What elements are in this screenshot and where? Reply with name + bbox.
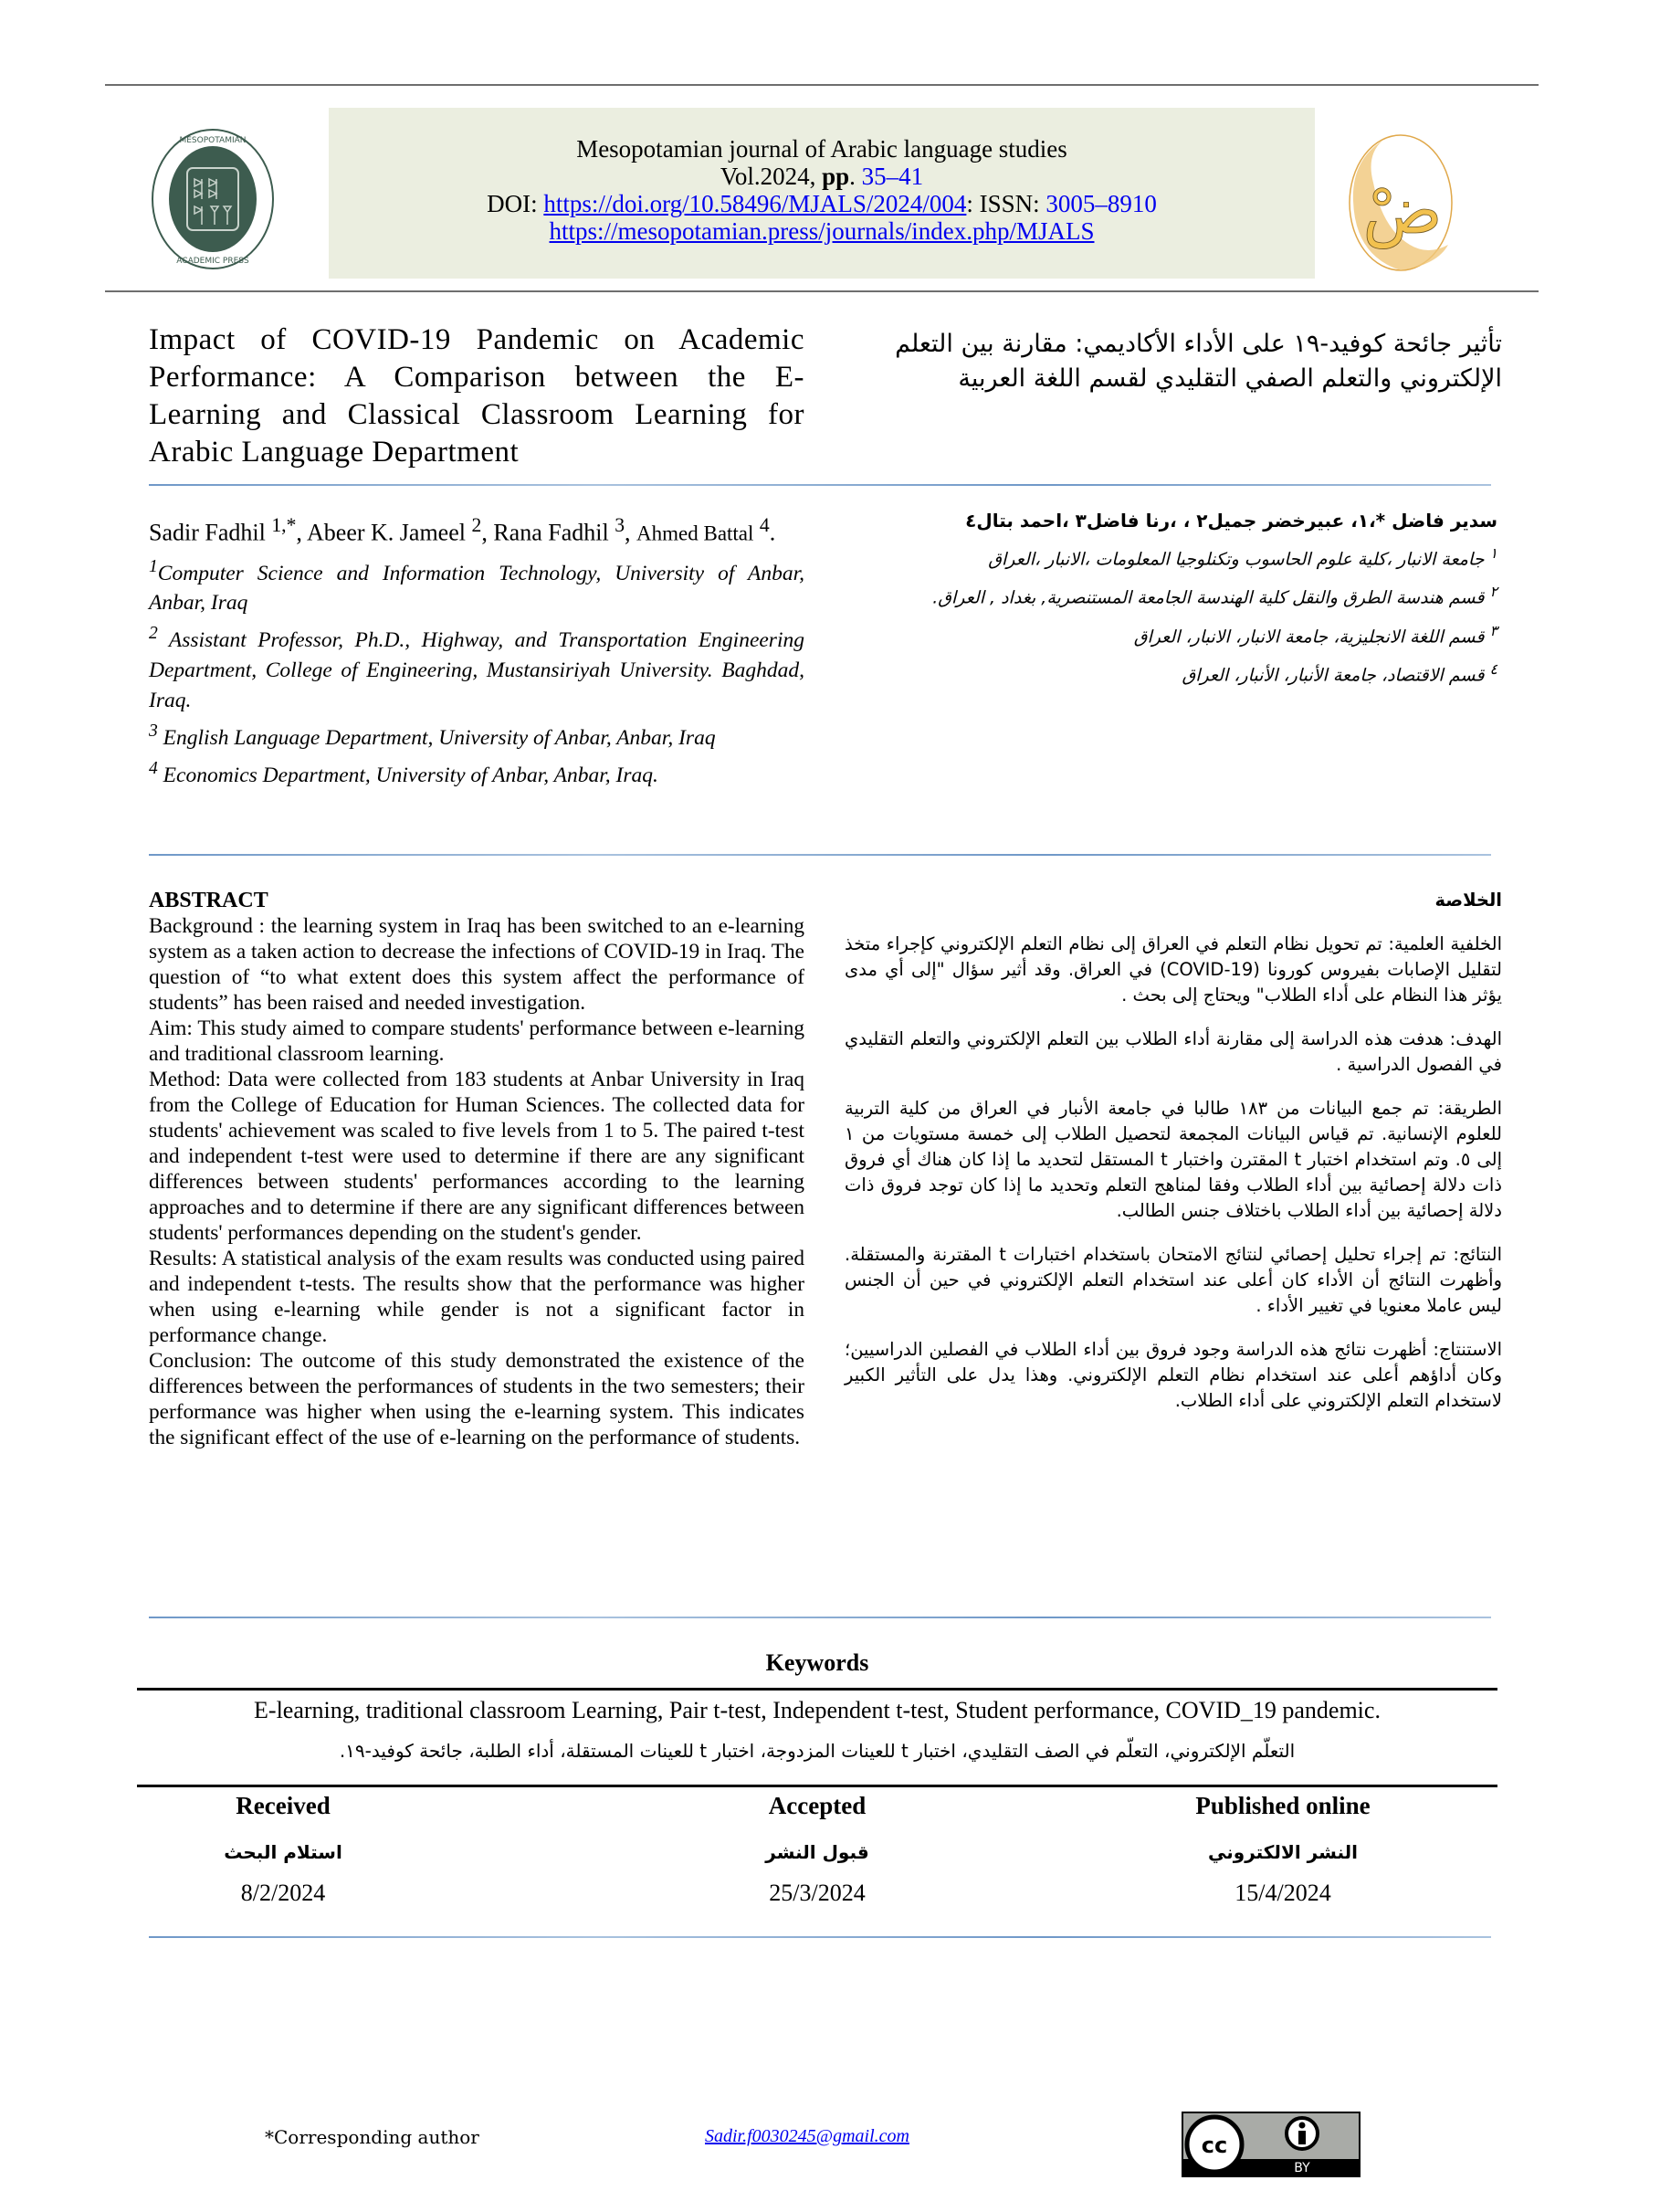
doi-line [329, 190, 1315, 217]
journal-name: Mesopotamian journal of Arabic language studies [576, 135, 1067, 163]
abstract-heading-arabic: الخلاصة [1434, 890, 1502, 911]
affiliation: $^4$ Economics Department, University of Anbar, Anbar, Iraq. [149, 759, 658, 787]
abstract-paragraph: Aim: This study aimed to compare students' performance between e-learning and traditional classroom learning. [149, 1016, 804, 1066]
issn-label: : ISSN: [966, 190, 1046, 217]
author-name: Sadir Fadhil [149, 519, 266, 546]
paper-title-arabic: تأثير جائحة كوفيد-١٩ على الأداء الأكاديمي: مقارنة بين التعلم الإلكتروني والتعلم الصفي التقليدي لقسم اللغة العربية [895, 330, 1502, 393]
affiliation-arabic: $^٤$ قسم الاقتصاد، جامعة الأنبار، الأنبار، العراق [1182, 659, 1497, 686]
keywords-arabic: التعلّم الإلكتروني، التعلّم في الصف التقليدي، اختبار t للعينات المزدوجة، اختبار t للعينات المستقلة، أداء الطلبة، جائحة كوفيد-١٩. [339, 1740, 1296, 1762]
logo-bottom-text: ACADEMIC PRESS [176, 257, 249, 266]
volume-prefix: Vol.2024, [720, 163, 823, 190]
date-accepted: Accepted قبول النشر 25/3/2024 [765, 1792, 869, 1906]
journal-url-link[interactable]: https://mesopotamian.press/journals/index.php/MJALS [549, 217, 1095, 245]
authors-arabic [840, 504, 1497, 691]
author-name: Ahmed Battal [636, 521, 754, 545]
authors-divider [149, 854, 1491, 856]
affiliation: $^2$ Assistant Professor, Ph.D., Highway, and Transportation Engineering Department, College of Engineering, Mustansiriyah University. Baghdad, Iraq. [149, 624, 804, 713]
keywords-heading: Keywords [765, 1649, 869, 1676]
corresponding-author-label: *Corresponding author [265, 2126, 479, 2148]
abstract-paragraph: Background : the learning system in Iraq has been switched to an e-learning system as a taken action to decrease the infections of COVID-19 in Iraq. The question of “to what extent does this system affect the performance of students” has been raised and needed investigation. [149, 914, 804, 1015]
affiliation: $^3$ English Language Department, University of Anbar, Anbar, Iraq [149, 722, 716, 751]
abstract-paragraph: Conclusion: The outcome of this study demonstrated the existence of the differences between the performances of students in the two semesters; their performance was higher when using the e-learning system. This indicates the significant effect of the use of e-learning on the performance of students. [149, 1349, 804, 1449]
author-names: Sadir Fadhil $^{1,*}$, Abeer K. Jameel $^2$, Rana Fadhil $^3$, Ahmed Battal $^4$. [149, 514, 776, 546]
abstract-paragraph-arabic: الاستنتاج: أظهرت نتائج هذه الدراسة وجود فروق بين أداء الطلاب في الفصلين الدراسيين؛ وكان أداؤهم أعلى عند استخدام نظام التعلم الإلكتروني. وهذا يدل على التأثير الكبير لاستخدام التعلم الإلكتروني على أداء الطلاب. [845, 1339, 1502, 1411]
journal-header-box [329, 108, 1315, 279]
date-received: Received استلام البحث 8/2/2024 [224, 1792, 342, 1906]
issn-value: 3005–8910 [1045, 190, 1157, 217]
abstract-divider [149, 1617, 1491, 1618]
paper-title-english: Impact of COVID-19 Pandemic on Academic Performance: A Comparison between the E-Learning and Classical Classroom Learning for Arabic Language Department [149, 323, 804, 469]
dates-divider [149, 1936, 1491, 1938]
journal-volume: Vol.2024, pp. 35–41 [720, 163, 924, 190]
keywords-english: E-learning, traditional classroom Learning, Pair t-test, Independent t-test, Student performance, COVID_19 pandemic. [254, 1697, 1381, 1723]
cc-by-license-icon[interactable] [1182, 2112, 1361, 2177]
affiliation-arabic: $^١$ جامعة الانبار ،كلية علوم الحاسوب وتكنلوجيا المعلومات ،الانبار ،العراق [988, 544, 1497, 570]
keywords-bottom-rule [137, 1785, 1497, 1787]
logo-glyph: ضْ [1362, 172, 1443, 248]
abstract-english [149, 888, 804, 1450]
arabic-letter-dad-logo-icon [1346, 128, 1455, 274]
title-divider [149, 484, 1491, 486]
doi-label: DOI: [487, 190, 544, 217]
abstract-paragraph: Method: Data were collected from 183 students at Anbar University in Iraq from the College of Education for Human Sciences. The collected data for students' achievement was scaled to five levels from 1 to 5. The paired t-test and independent t-test were used to determine if there are any significant differences between students' performances according to the learning approaches and to determine if there are any significant differences between students' performances depending on the student's gender. [149, 1068, 804, 1245]
doi-link[interactable]: https://doi.org/10.58496/MJALS/2024/004 [543, 190, 967, 217]
abstract-paragraph-arabic: الخلفية العلمية: تم تحويل نظام التعلم في العراق إلى نظام التعلم الإلكتروني كإجراء متخذ لتقليل الإصابات بفيروس كورونا (COVID-19) في العراق. وقد أثير سؤال "إلى أي مدى يؤثر هذا النظام على أداء الطلاب" ويحتاج إلى بحث . [845, 933, 1502, 1006]
page-range: 35–41 [861, 163, 924, 190]
affiliation: $^1$Computer Science and Information Technology, University of Anbar, Anbar, Iraq [149, 556, 804, 616]
abstract-arabic [845, 888, 1502, 1432]
logo-top-text: MESOPOTAMIAN [179, 136, 247, 145]
abstract-paragraph-arabic: الهدف: هدفت هذه الدراسة إلى مقارنة أداء الطلاب بين التعلم الإلكتروني والتعلم التقليدي في الفصول الدراسية . [845, 1028, 1502, 1075]
abstract-paragraph-arabic: النتائج: تم إجراء تحليل إحصائي لنتائج الامتحان باستخدام اختبارات t المقترنة والمستقلة. وأظهرت النتائج أن الأداء كان أعلى عند استخدام التعلم الإلكتروني في حين أن الجنس ليس عاملا معنويا في تغيير الأداء . [845, 1244, 1503, 1316]
top-divider [105, 84, 1539, 86]
authors-english [149, 508, 804, 791]
corresponding-email-link[interactable]: Sadir.f0030245@gmail.com [705, 2126, 909, 2146]
svg-text:BY: BY [1294, 2161, 1310, 2175]
affiliation-arabic: $^٣$ قسم اللغة الانجليزية، جامعة الانبار، الانبار، العراق [1133, 621, 1497, 647]
author-names-arabic: سدير فاضل *،١، عبيرخضر جميل٢ ، ،رنا فاضل٣ ،احمد بتال٤ [965, 510, 1497, 532]
affiliation-arabic: $^٢$ قسم هندسة الطرق والنقل كلية الهندسة الجامعة المستنصرية, بغداد , العراق. [932, 583, 1497, 608]
mesopotamian-academic-press-seal-icon [149, 126, 277, 272]
author-name: Abeer K. Jameel [307, 519, 466, 546]
abstract-paragraph-arabic: الطريقة: تم جمع البيانات من ١٨٣ طالبا في جامعة الأنبار في العراق من كلية التربية للعلوم الإنسانية. تم قياس البيانات المجمعة لتحصيل الطلاب إلى خمسة مستويات من ١ إلى ٥. وتم استخدام اختبار t المقترن واختبار t المستقل لتحديد ما إذا كان هناك أي فروق ذات دلالة إحصائية بين أداء الطلاب وفقا لمناهج التعلم وتحديد ما إذا كان توجد فروق ذات دلالة إحصائية بين أداء الطلاب باختلاف جنس الطالب. [845, 1098, 1503, 1221]
header-bottom-divider [105, 290, 1539, 292]
pp-label: pp [822, 163, 850, 190]
date-published: Published online النشر الالكتروني 15/4/2024 [1195, 1792, 1371, 1906]
svg-text:cc: cc [1201, 2133, 1228, 2158]
author-name: Rana Fadhil [493, 519, 609, 546]
abstract-heading: ABSTRACT [149, 889, 268, 912]
keywords-top-rule [137, 1688, 1497, 1691]
abstract-paragraph: Results: A statistical analysis of the exam results was conducted using paired and independent t-tests. The results show that the performance was higher when using e-learning while gender is not a significant factor in performance change. [149, 1247, 804, 1347]
